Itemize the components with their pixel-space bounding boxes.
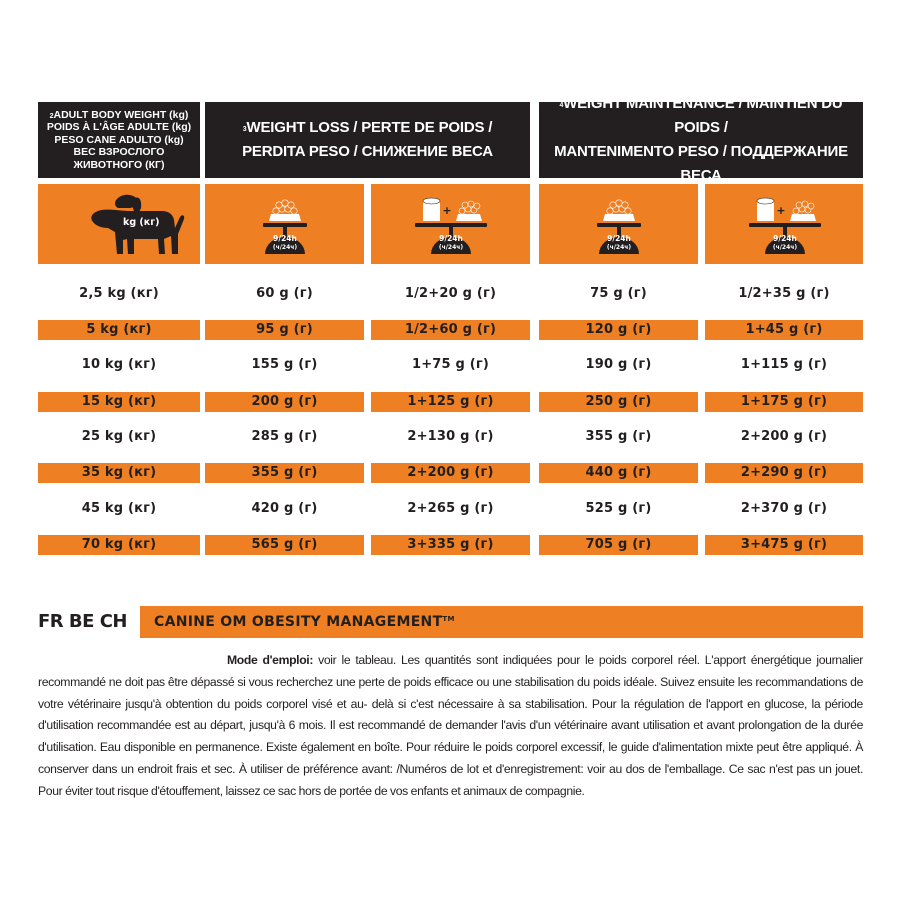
dog-icon bbox=[38, 184, 200, 264]
maint-dry-cell: 190 g (г) bbox=[585, 357, 652, 372]
feeding-time-label-ru: (ч/24ч) bbox=[606, 244, 632, 251]
weight-cell: 35 kg (кг) bbox=[38, 463, 200, 483]
dry-food-bowl-icon bbox=[205, 184, 364, 264]
weight-maintenance-header bbox=[539, 95, 863, 184]
weight-cell: 15 kg (кг) bbox=[38, 392, 200, 412]
table-row bbox=[0, 535, 900, 555]
dry-food-icon-cell bbox=[205, 184, 364, 264]
table-row bbox=[0, 463, 900, 483]
trademark-mark: TM bbox=[442, 615, 455, 623]
instructions-text: voir le tableau. Les quantités sont indiquées pour le poids corporel réel. L'apport énergétique journalier recommandé ne doit pas être dépassé si vous recherchez une perte de poids efficace ou une stabilisation du poids idéale. Suivez ensuite les recommandations de votre vétérinaire jusqu'à obtention du poids corporel visé et au- delà si c'est nécessaire à sa stabilisation. Pour la régulation de l'apport en glucose, la période d'utilisation recommandée est au départ, jusqu'à 6 mois. Il est recommandé de demander l'avis d'un vétérinaire avant utilisation et avant prolongation de la durée d'utilisation. Eau disponible en permanence. Existe également en boîte. Pour réduire le poids corporel excessif, le guide d'alimentation mixte peut être appliqué. À conserver dans un endroit frais et sec. À utiliser de préférence avant: /Numéros de lot et d'enregistrement: voir au dos de l'emballage. Ce sac n'est pas un jouet. Pour éviter tout risque d'étouffement, laissez ce sac hors de portée de vos enfants et animaux de compagnie. bbox=[38, 653, 863, 798]
maint-dry-cell: 440 g (г) bbox=[539, 463, 698, 483]
weight-cell: 5 kg (кг) bbox=[38, 320, 200, 340]
loss-dry-cell: 565 g (г) bbox=[205, 535, 364, 555]
maint-dry-cell: 355 g (г) bbox=[585, 429, 652, 444]
mixed-food-icon-cell bbox=[705, 184, 863, 264]
weight-loss-header bbox=[205, 102, 530, 178]
feeding-time-label: 9/24h bbox=[439, 234, 463, 243]
header-line-ru: ВЕС ВЗРОСЛОГО ЖИВОТНОГО (КГ) bbox=[73, 146, 165, 171]
maint-mixed-cell: 1/2+35 g (г) bbox=[738, 286, 830, 301]
country-codes: FR BE CH bbox=[38, 611, 127, 632]
feeding-time-label: 9/24h bbox=[607, 234, 631, 243]
instructions-label: Mode d'emploi: bbox=[227, 653, 314, 667]
weight-cell: 25 kg (кг) bbox=[81, 429, 157, 444]
wet-can-plus-dry-bowl-icon bbox=[705, 184, 863, 264]
maint-mixed-cell: 3+475 g (г) bbox=[705, 535, 863, 555]
header-line-2: PERDITA PESO / СНИЖЕНИЕ ВЕСА bbox=[242, 143, 493, 160]
loss-mixed-cell: 3+335 g (г) bbox=[371, 535, 530, 555]
header-line-1: WEIGHT MAINTENANCE / MAINTIEN DU POIDS / bbox=[563, 95, 843, 136]
loss-mixed-cell: 1+125 g (г) bbox=[371, 392, 530, 412]
feeding-time-label-ru: (ч/24ч) bbox=[272, 244, 298, 251]
table-row bbox=[0, 427, 900, 447]
loss-mixed-cell: 2+200 g (г) bbox=[371, 463, 530, 483]
feeding-time-label-ru: (ч/24ч) bbox=[772, 244, 798, 251]
table-row bbox=[0, 284, 900, 304]
table-row bbox=[0, 320, 900, 340]
footnote-mark: 4 bbox=[559, 102, 564, 109]
header-line-en: ADULT BODY WEIGHT (kg) bbox=[53, 108, 189, 121]
loss-dry-cell: 420 g (г) bbox=[251, 501, 318, 516]
loss-dry-cell: 200 g (г) bbox=[205, 392, 364, 412]
usage-instructions bbox=[38, 650, 863, 803]
dry-food-bowl-icon bbox=[539, 184, 698, 264]
product-name-text: CANINE OM OBESITY MANAGEMENT bbox=[154, 614, 443, 630]
loss-mixed-cell: 2+265 g (г) bbox=[407, 501, 494, 516]
maint-dry-cell: 705 g (г) bbox=[539, 535, 698, 555]
table-row bbox=[0, 392, 900, 412]
footnote-mark: 3 bbox=[242, 126, 247, 133]
loss-dry-cell: 285 g (г) bbox=[251, 429, 318, 444]
plus-icon: + bbox=[776, 204, 786, 217]
feeding-time-label-ru: (ч/24ч) bbox=[438, 244, 464, 251]
dog-icon-label: kg (кг) bbox=[123, 217, 160, 228]
footnote-mark: 2 bbox=[49, 112, 54, 120]
maint-mixed-cell: 2+370 g (г) bbox=[740, 501, 828, 516]
loss-mixed-cell: 1/2+60 g (г) bbox=[371, 320, 530, 340]
header-line-1: WEIGHT LOSS / PERTE DE POIDS / bbox=[246, 119, 493, 136]
loss-dry-cell: 355 g (г) bbox=[205, 463, 364, 483]
maint-mixed-cell: 1+175 g (г) bbox=[705, 392, 863, 412]
feeding-time-label: 9/24h bbox=[773, 234, 797, 243]
loss-dry-cell: 95 g (г) bbox=[205, 320, 364, 340]
adult-body-weight-header bbox=[38, 102, 200, 178]
plus-icon: + bbox=[442, 204, 452, 217]
table-row bbox=[0, 499, 900, 519]
maint-dry-cell: 250 g (г) bbox=[539, 392, 698, 412]
maint-dry-cell: 120 g (г) bbox=[539, 320, 698, 340]
maint-mixed-cell: 2+200 g (г) bbox=[740, 429, 828, 444]
weight-cell: 70 kg (кг) bbox=[38, 535, 200, 555]
header-line-fr: POIDS À L'ÂGE ADULTE (kg) bbox=[46, 121, 192, 134]
maint-dry-cell: 525 g (г) bbox=[585, 501, 652, 516]
wet-can-plus-dry-bowl-icon bbox=[371, 184, 530, 264]
header-line-2: MANTENIMENTO PESO / ПОДДЕРЖАНИЕ ВЕСА bbox=[554, 143, 848, 184]
loss-dry-cell: 60 g (г) bbox=[256, 286, 313, 301]
loss-mixed-cell: 2+130 g (г) bbox=[407, 429, 494, 444]
weight-cell: 45 kg (кг) bbox=[81, 501, 157, 516]
maint-mixed-cell: 1+115 g (г) bbox=[740, 357, 828, 372]
maint-dry-cell: 75 g (г) bbox=[590, 286, 647, 301]
dog-icon-cell bbox=[38, 184, 200, 264]
dry-food-icon-cell bbox=[539, 184, 698, 264]
feeding-time-label: 9/24h bbox=[273, 234, 297, 243]
weight-cell: 10 kg (кг) bbox=[81, 357, 157, 372]
maint-mixed-cell: 1+45 g (г) bbox=[705, 320, 863, 340]
maint-mixed-cell: 2+290 g (г) bbox=[705, 463, 863, 483]
weight-cell: 2,5 kg (кг) bbox=[79, 286, 159, 301]
table-row bbox=[0, 355, 900, 375]
loss-mixed-cell: 1/2+20 g (г) bbox=[404, 286, 497, 301]
product-banner bbox=[140, 606, 863, 638]
loss-mixed-cell: 1+75 g (г) bbox=[411, 357, 490, 372]
mixed-food-icon-cell bbox=[371, 184, 530, 264]
loss-dry-cell: 155 g (г) bbox=[251, 357, 318, 372]
product-name bbox=[154, 606, 455, 638]
header-line-it: PESO CANE ADULTO (kg) bbox=[54, 133, 184, 146]
